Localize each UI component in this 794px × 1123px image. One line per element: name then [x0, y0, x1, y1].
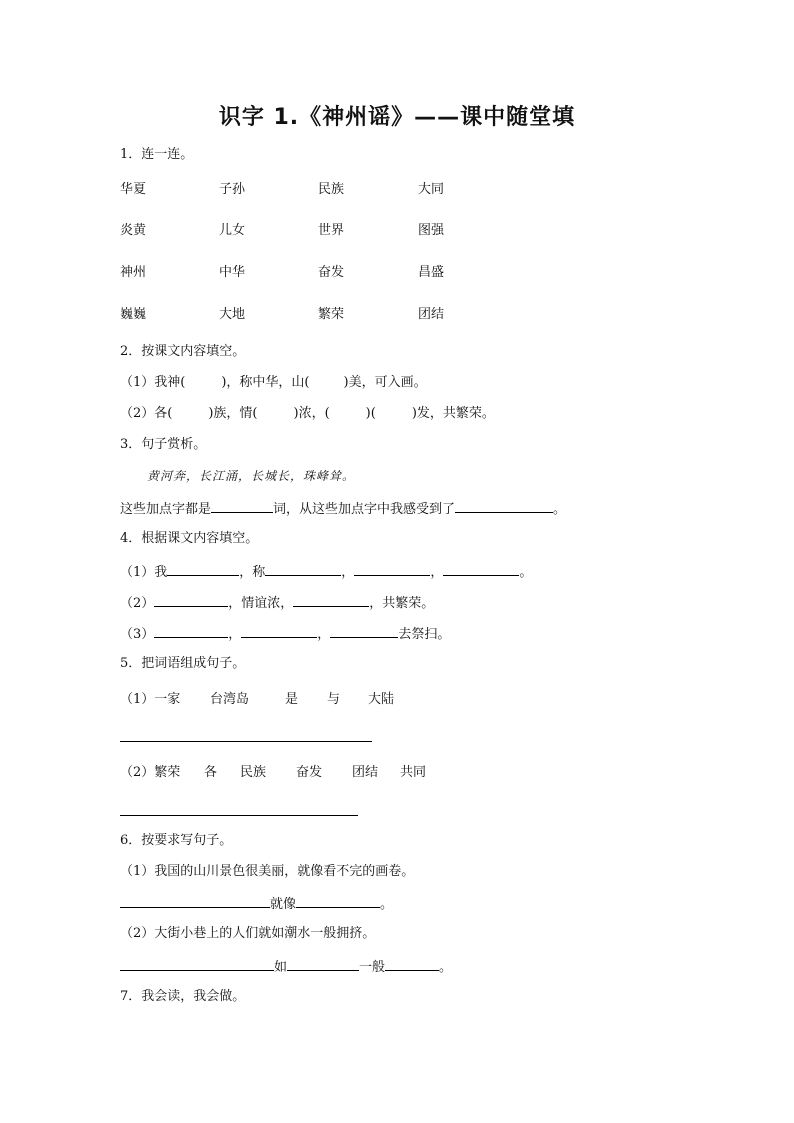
- q5-answer-line[interactable]: [120, 815, 358, 816]
- q4-text: ，: [341, 565, 355, 580]
- q4-text: 去祭扫。: [398, 627, 451, 642]
- q2-l1-text: （1）我神(: [120, 375, 186, 390]
- q6-fill-1: [120, 895, 393, 913]
- q5-answer-line[interactable]: [120, 741, 372, 742]
- q3-line-1: [120, 500, 566, 518]
- q5-word: 奋发: [296, 765, 323, 780]
- q5-word: 民族: [240, 765, 267, 780]
- q2-heading: 2．按课文内容填空。: [120, 344, 246, 359]
- q2-line-1: [120, 375, 427, 391]
- q1-word: 团结: [418, 307, 445, 322]
- q2-line-2: [120, 406, 495, 422]
- q4-text: ，: [317, 627, 331, 642]
- q1-word: 中华: [219, 265, 246, 280]
- q6-fill-2: [120, 958, 452, 976]
- q1-word: 儿女: [219, 223, 246, 238]
- q5-word: （1）一家: [120, 692, 181, 707]
- q6-sentence-2: （2）大街小巷上的人们就如潮水一般拥挤。: [120, 926, 376, 941]
- q6-text: 一般: [359, 960, 386, 975]
- q4-text: ，称: [239, 565, 266, 580]
- q4-blank[interactable]: [167, 563, 239, 576]
- q2-l1-text: )美，可入画。: [343, 375, 427, 390]
- q5-word: 台湾岛: [210, 692, 250, 707]
- q3-text: 这些加点字都是: [120, 502, 212, 517]
- q6-text: 。: [439, 960, 453, 975]
- q1-word: 巍巍: [120, 307, 147, 322]
- q1-word: 华夏: [120, 182, 147, 197]
- q4-text: ，: [228, 627, 242, 642]
- q4-blank[interactable]: [154, 625, 228, 638]
- q4-text: ，共繁荣。: [369, 596, 435, 611]
- q6-text: 如: [274, 960, 288, 975]
- q3-text: 。: [553, 502, 567, 517]
- q1-word: 大地: [219, 307, 246, 322]
- q1-word: 炎黄: [120, 223, 147, 238]
- q5-word: 各: [204, 765, 218, 780]
- q6-blank[interactable]: [120, 958, 274, 971]
- q6-sentence-1: （1）我国的山川景色很美丽，就像看不完的画卷。: [120, 864, 415, 879]
- q6-blank[interactable]: [287, 958, 359, 971]
- q5-word: 团结: [352, 765, 379, 780]
- q1-word: 子孙: [219, 182, 246, 197]
- q5-word: （2）繁荣: [120, 765, 181, 780]
- q4-text: ，情谊浓，: [228, 596, 294, 611]
- q5-word: 与: [327, 692, 341, 707]
- q5-word: 是: [285, 692, 299, 707]
- q6-text: 。: [380, 897, 394, 912]
- q4-blank[interactable]: [241, 625, 317, 638]
- q2-l2-text: )发，共繁荣。: [411, 406, 495, 421]
- q4-line-2: [120, 594, 434, 612]
- q2-l2-text: )族，情(: [208, 406, 258, 421]
- q5-word: 大陆: [368, 692, 395, 707]
- q4-text: （1）我: [120, 565, 168, 580]
- q4-text: （3）: [120, 627, 155, 642]
- page-title: 识字 1.《神州谣》——课中随堂填: [218, 105, 576, 130]
- q1-word: 民族: [318, 182, 345, 197]
- q6-text: 就像: [270, 897, 297, 912]
- q3-blank[interactable]: [211, 500, 273, 513]
- q4-line-1: [120, 563, 532, 581]
- q1-word: 图强: [418, 223, 445, 238]
- q1-word: 昌盛: [418, 265, 445, 280]
- q2-l2-text: )(: [365, 406, 376, 421]
- q4-heading: 4．根据课文内容填空。: [120, 531, 259, 546]
- q1-word: 神州: [120, 265, 147, 280]
- q6-blank[interactable]: [120, 895, 270, 908]
- q1-word: 繁荣: [318, 307, 345, 322]
- q3-text: 词，从这些加点字中我感受到了: [273, 502, 456, 517]
- q3-quote: 黄河奔，长江涌，长城长，珠峰耸。: [147, 469, 356, 483]
- q4-blank[interactable]: [354, 563, 430, 576]
- q1-word: 奋发: [318, 265, 345, 280]
- q4-blank[interactable]: [293, 594, 369, 607]
- q7-heading: 7．我会读，我会做。: [120, 989, 246, 1004]
- q5-heading: 5．把词语组成句子。: [120, 656, 246, 671]
- q4-text: 。: [519, 565, 533, 580]
- q1-heading: 1．连一连。: [120, 147, 194, 162]
- q3-heading: 3．句子赏析。: [120, 437, 207, 452]
- q2-l2-text: )浓，(: [293, 406, 330, 421]
- q4-line-3: [120, 625, 450, 643]
- q4-text: （2）: [120, 596, 155, 611]
- q4-blank[interactable]: [443, 563, 519, 576]
- q1-word: 世界: [318, 223, 345, 238]
- q2-l1-text: )，称中华，山(: [221, 375, 310, 390]
- q6-heading: 6．按要求写句子。: [120, 833, 233, 848]
- q1-word: 大同: [418, 182, 445, 197]
- q4-blank[interactable]: [330, 625, 398, 638]
- q5-word: 共同: [400, 765, 427, 780]
- q3-blank[interactable]: [455, 500, 553, 513]
- q4-blank[interactable]: [154, 594, 228, 607]
- q4-blank[interactable]: [265, 563, 341, 576]
- q4-text: ，: [430, 565, 444, 580]
- q6-blank[interactable]: [296, 895, 380, 908]
- q2-l2-text: （2）各(: [120, 406, 173, 421]
- q6-blank[interactable]: [385, 958, 439, 971]
